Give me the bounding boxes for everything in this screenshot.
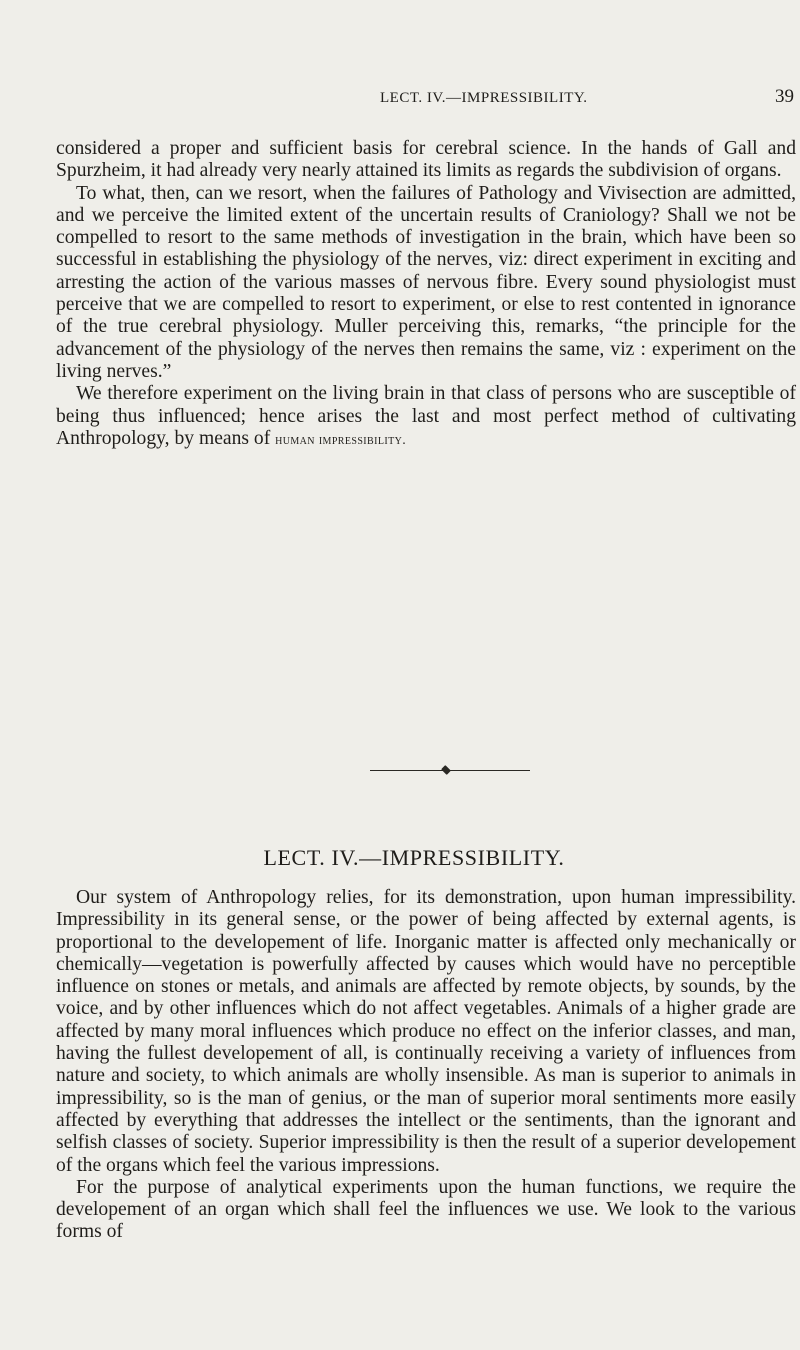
section-body — [56, 887, 796, 1244]
continued-text — [56, 138, 796, 452]
paragraph-analytical: For the purpose of analytical experiments upon the human functions, we require the developement of an organ which shall feel the influences we use. We look to the various forms of — [56, 1176, 796, 1243]
paragraph-experiment — [56, 383, 796, 452]
running-title: LECT. IV.—IMPRESSIBILITY. — [380, 90, 588, 106]
paragraph-experiment-text: We therefore experiment on the living brain in that class of persons who are susceptible of being thus influenced; hence arises the last and most perfect method of cultivating Anthropology, by means of — [56, 383, 796, 449]
paragraph-method: To what, then, can we resort, when the failures of Pathology and Vivisection are admitted, and we perceive the limited extent of the uncertain results of Craniology? Shall we not be compelled to resort to the same methods of investigation in the brain, which have been so successful in establishing the physiology of the nerves, viz: direct experiment in exciting and arresting the action of the various masses of nervous fibre. Every sound physiologist must perceive that we are compelled to resort to experiment, or else to rest contented in ignorance of the true cerebral physiology. Muller perceiving this, remarks, “the principle for the advancement of the physiology of the nerves then remains the same, viz : experiment on the living nerves.” — [56, 182, 796, 382]
paragraph-continued: considered a proper and sufficient basis for cerebral science. In the hands of Gall and Spurzheim, it had already very nearly attained its limits as regards the subdivision of organs. — [56, 138, 796, 182]
running-head — [60, 86, 794, 112]
divider-ornament-icon — [441, 765, 451, 775]
section-divider — [370, 770, 530, 772]
page-number: 39 — [775, 86, 794, 107]
paragraph-impressibility: Our system of Anthropology relies, for its demonstration, upon human impressibility. Impressibility in its general sense, or the power of being affected by external agents, is proportional to the developement of life. Inorganic matter is affected only mechanically or chemically—vegetation is powerfully affected by causes which would have no perceptible influence on stones or metals, and animals are affected by remote objects, by sounds, by the voice, and by other influences which do not affect vegetables. Animals of a higher grade are affected by many moral influences which produce no effect on the inferior classes, and man, having the fullest developement of all, is continually receiving a variety of influences from nature and society, to which animals are wholly insensible. As man is superior to animals in impressibility, so is the man of genius, or the man of superior moral sentiments more easily affected by everything that addresses the intellect or the sentiments, than the ignorant and selfish classes of society. Superior impressibility is then the result of a superior developement of the organs which feel the various impressions. — [56, 887, 796, 1176]
emphasis-human-impressibility: human impressibility. — [275, 432, 407, 448]
section-heading: LECT. IV.—IMPRESSIBILITY. — [263, 845, 565, 870]
